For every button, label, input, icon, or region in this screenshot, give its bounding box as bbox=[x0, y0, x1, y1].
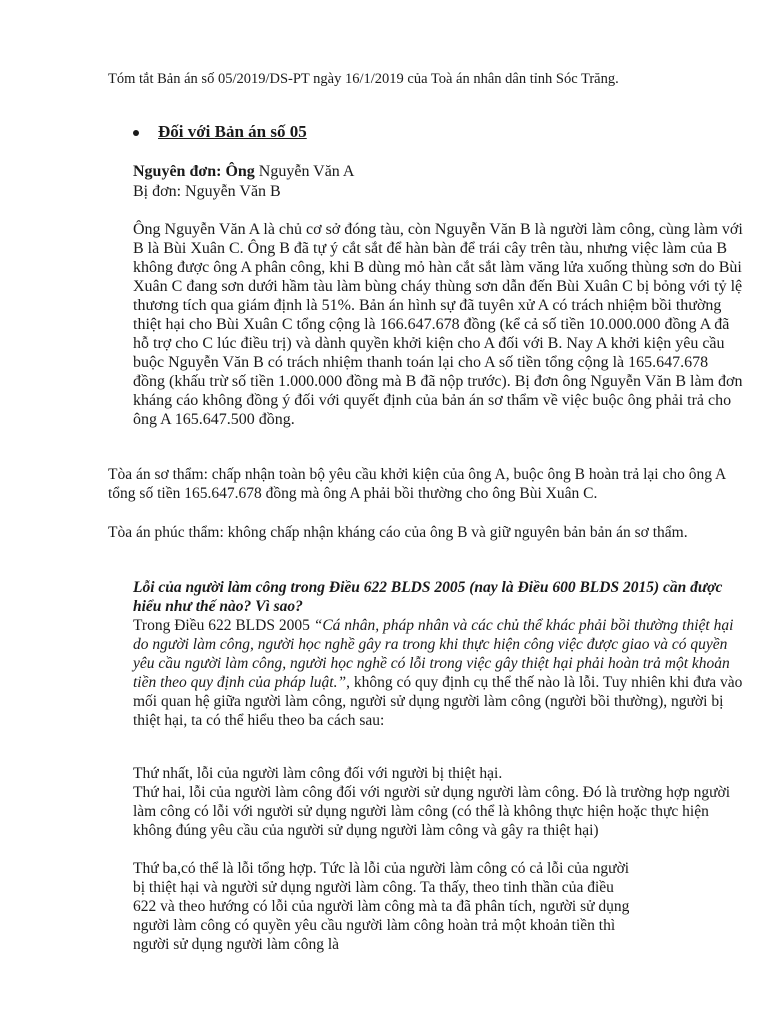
plaintiff-name: Nguyễn Văn A bbox=[254, 163, 355, 180]
appeal-ruling: Tòa án phúc thẩm: không chấp nhận kháng cáo của ông B và giữ nguyên bản bản án sơ thẩm. bbox=[108, 524, 688, 541]
intro-text: Tóm tắt Bản án số 05/2019/DS-PT ngày 16/1/2019 của Toà án nhân dân tỉnh Sóc Trăng. bbox=[108, 71, 619, 87]
answer-rest: , không có quy định cụ thể thế nào là lỗi. Tuy nhiên khi đưa vào mối quan hệ giữa người làm công, người sử dụng người làm công (người bồi thường), người bị thiệt hại, ta có thể hiểu theo ba cách sau: bbox=[133, 674, 743, 729]
section-heading: Đối với Bản án số 05 bbox=[158, 122, 307, 141]
second-point: Thứ hai, lỗi của người làm công đối với người sử dụng người làm công. Đó là trường hợp người làm công có lỗi với người sử dụng người làm công (có thể là không thực hiện hoặc thực hiện không đúng yêu cầu của người sử dụng người làm công và gây ra thiệt hại) bbox=[133, 784, 731, 839]
answer-paragraph bbox=[133, 616, 751, 730]
law-quote: “Cá nhân, pháp nhân và các chủ thể khác phải bồi thường thiệt hại do người làm công, người học nghề gây ra trong khi thực hiện công việc được giao và có quyền yêu cầu người làm công, người học nghề có lỗi trong việc gây thiệt hại phải hoàn trả một khoản tiền theo quy định của pháp luật.” bbox=[133, 617, 734, 691]
plaintiff-label: Nguyên đơn: Ông bbox=[133, 163, 255, 180]
answer-lead: Trong Điều 622 BLDS 2005 bbox=[133, 617, 314, 634]
third-point: Thứ ba,có thể là lỗi tổng hợp. Tức là lỗi của người làm công có cả lỗi của người bị thiệt hại và người sử dụng người làm công. Ta thấy, theo tinh thần của điều 622 và theo hướng có lỗi của người làm công mà ta đã phân tích, người sử dụng người làm công có quyền yêu cầu người làm công hoàn trả một khoản tiền thì người sử dụng người làm công là bbox=[133, 860, 630, 953]
first-instance-ruling: Tòa án sơ thẩm: chấp nhận toàn bộ yêu cầu khởi kiện của ông A, buộc ông B hoàn trả lại cho ông A tổng số tiền 165.647.678 đồng mà ông A phải bồi thường cho ông Bùi Xuân C. bbox=[108, 466, 726, 502]
bullet-icon bbox=[133, 130, 139, 136]
question-heading: Lỗi của người làm công trong Điều 622 BLDS 2005 (nay là Điều 600 BLDS 2015) cần được hiểu như thế nào? Vì sao? bbox=[133, 579, 723, 615]
defendant-line: Bị đơn: Nguyễn Văn B bbox=[133, 183, 281, 200]
case-summary: Ông Nguyễn Văn A là chủ cơ sở đóng tàu, còn Nguyễn Văn B là người làm công, cùng làm với B là Bùi Xuân C. Ông B đã tự ý cắt sắt để hàn bàn để trái cây trên tàu, nhưng việc làm của B không được ông A phân công, khi B dùng mỏ hàn cắt sắt làm văng lửa xuống thùng sơn do Bùi Xuân C đang sơn dưới hầm tàu làm bùng cháy thùng sơn dẫn đến Bùi Xuân C bị bỏng với tỷ lệ thương tích qua giám định là 51%. Bản án hình sự đã tuyên xử A có trách nhiệm bồi thường thiệt hại cho Bùi Xuân C tổng cộng là 166.647.678 đồng (kể cả số tiền 10.000.000 đồng A đã hỗ trợ cho C lúc điều trị) và dành quyền khởi kiện cho A đối với B. Nay A khởi kiện yêu cầu buộc Nguyễn Văn B có trách nhiệm thanh toán lại cho A số tiền tổng cộng là 165.647.678 đồng (khấu trừ số tiền 1.000.000 đồng mà B đã nộp trước). Bị đơn ông Nguyễn Văn B làm đơn kháng cáo không đồng ý đối với quyết định của bản án sơ thẩm về việc buộc ông phải trả cho ông A 165.647.500 đồng. bbox=[133, 221, 743, 428]
first-point: Thứ nhất, lỗi của người làm công đối với người bị thiệt hại. bbox=[133, 765, 503, 782]
plaintiff-line bbox=[133, 162, 354, 181]
